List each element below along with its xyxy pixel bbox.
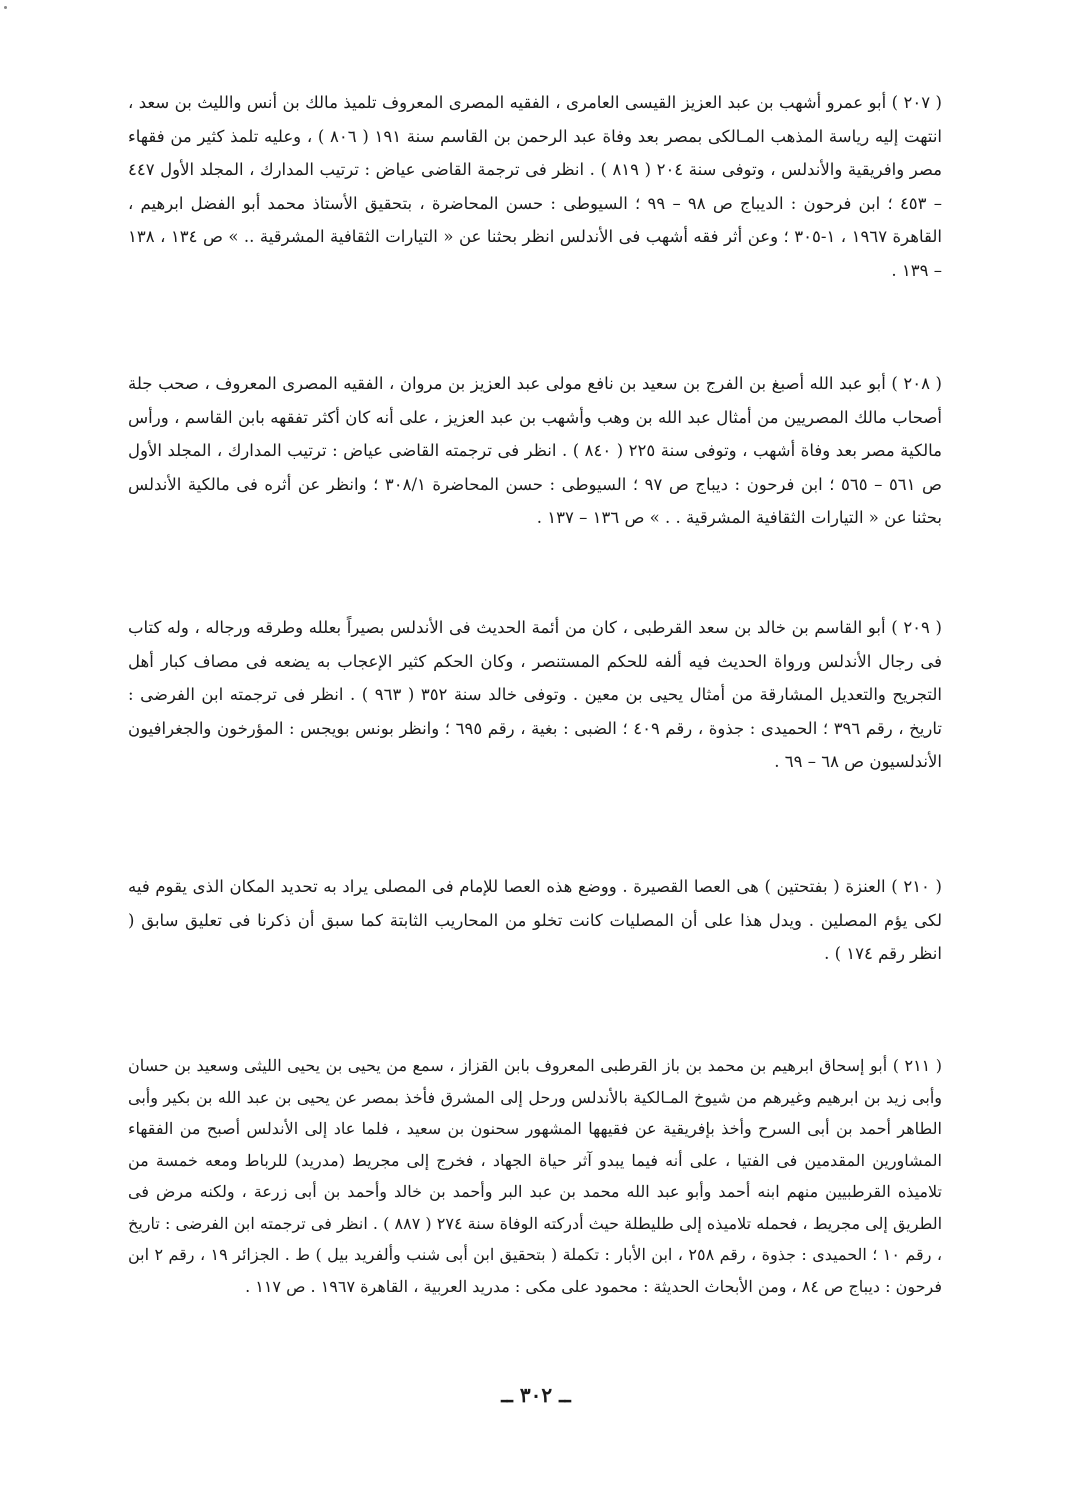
footnote-211 xyxy=(128,1050,942,1302)
footnote-text: ( ٢١١ ) أبو إسحاق ابرهيم بن محمد بن باز القرطبى المعروف بابن القزاز ، سمع من يحيى بن يحيى الليثى وسعيد بن حسان وأبى زيد بن ابرهيم وغيرهم من شيوخ المـالكية بالأندلس ورحل إلى المشرق فأخذ بمصر عن يحيى بن عبد الله بن بكير وأبى الطاهر أحمد بن أبى السرح وأخذ بإفريقية عن فقيهها المشهور سحنون بن سعيد ، فلما عاد إلى الأندلس أصبح من الفقهاء المشاورين المقدمين فى الفتيا ، على أنه فيما يبدو آثر حياة الجهاد ، فخرج إلى مجريط (مدريد) للرباط ومعه خمسة من تلاميذه القرطبيين منهم ابنه أحمد وأبو عبد الله محمد بن عبد البر وأحمد بن خالد وأحمد بن أبى زرعة ، ولكنه مرض فى الطريق إلى مجريط ، فحمله تلاميذه إلى طليطلة حيث أدركته الوفاة سنة ٢٧٤ ( ٨٨٧ ) . انظر فى ترجمته ابن الفرضى : تاريخ ، رقم ١٠ ؛ الحميدى : جذوة ، رقم ٢٥٨ ، ابن الأبار : تكملة ( بتحقيق ابن أبى شنب وألفريد بيل ) ط . الجزائر ١٩ ، رقم ٢ ابن فرحون : ديباج ص ٨٤ ، ومن الأبحاث الحديثة : محمود على مكى : مدريد العربية ، القاهرة ١٩٦٧ . ص ١١٧ . xyxy=(128,1056,943,1296)
footnote-210 xyxy=(128,870,942,971)
footnote-208 xyxy=(128,367,942,535)
footnote-text: ( ٢٠٧ ) أبو عمرو أشهب بن عبد العزيز القيسى العامرى ، الفقيه المصرى المعروف تلميذ مالك بن أنس والليث بن سعد ، انتهت إليه رياسة المذهب المـالكى بمصر بعد وفاة عبد الرحمن بن القاسم سنة ١٩١ ( ٨٠٦ ) ، وعليه تلمذ كثير من فقهاء مصر وافريقية والأندلس ، وتوفى سنة ٢٠٤ ( ٨١٩ ) . انظر فى ترجمة القاضى عياض : ترتيب المدارك ، المجلد الأول ٤٤٧ – ٤٥٣ ؛ ابن فرحون : الديباج ص ٩٨ – ٩٩ ؛ السيوطى : حسن المحاضرة ، بتحقيق الأستاذ محمد أبو الفضل ابرهيم ، القاهرة ١٩٦٧ ، ١-٣٠٥ ؛ وعن أثر فقه أشهب فى الأندلس انظر بحثنا عن « التيارات الثقافية المشرقية .. » ص ١٣٤ ، ١٣٨ – ١٣٩ . xyxy=(128,93,942,280)
footnote-text: ( ٢١٠ ) العنزة ( بفتحتين ) هى العصا القصيرة . ووضع هذه العصا للإمام فى المصلى يراد به تحديد المكان الذى يقوم فيه لكى يؤم المصلين . ويدل هذا على أن المصليات كانت تخلو من المحاريب الثابتة كما سبق أن ذكرنا فى تعليق سابق ( انظر رقم ١٧٤ ) . xyxy=(128,877,942,963)
page-number: ــ ٣٠٢ ــ xyxy=(501,1383,571,1407)
footnote-text: ( ٢٠٩ ) أبو القاسم بن خالد بن سعد القرطبى ، كان من أئمة الحديث فى الأندلس بصيراً بعلله وطرقه ورجاله ، وله كتاب فى رجال الأندلس ورواة الحديث فيه ألفه للحكم المستنصر ، وكان الحكم كثير الإعجاب به يضعه فى مصاف كبار أهل التجريح والتعديل المشارقة من أمثال يحيى بن معين . وتوفى خالد سنة ٣٥٢ ( ٩٦٣ ) . انظر فى ترجمته ابن الفرضى : تاريخ ، رقم ٣٩٦ ؛ الحميدى : جذوة ، رقم ٤٠٩ ؛ الضبى : بغية ، رقم ٦٩٥ ؛ وانظر بونس بويجس : المؤرخون والجغرافيون الأندلسيون ص ٦٨ – ٦٩ . xyxy=(128,618,943,771)
footnote-209 xyxy=(128,611,942,779)
footnote-207 xyxy=(128,86,942,287)
scan-speck xyxy=(4,6,7,9)
footnote-text: ( ٢٠٨ ) أبو عبد الله أصبغ بن الفرج بن سعيد بن نافع مولى عبد العزيز بن مروان ، الفقيه المصرى المعروف ، صحب جلة أصحاب مالك المصريين من أمثال عبد الله بن وهب وأشهب بن عبد العزيز ، على أنه كان أكثر تفقهه بابن القاسم ، ورأس مالكية مصر بعد وفاة أشهب ، وتوفى سنة ٢٢٥ ( ٨٤٠ ) . انظر فى ترجمته القاضى عياض : ترتيب المدارك ، المجلد الأول ص ٥٦١ – ٥٦٥ ؛ ابن فرحون : ديباج ص ٩٧ ؛ السيوطى : حسن المحاضرة ٣٠٨/١ ؛ وانظر عن أثره فى مالكية الأندلس بحثنا عن « التيارات الثقافية المشرقية . . » ص ١٣٦ – ١٣٧ . xyxy=(128,374,943,527)
